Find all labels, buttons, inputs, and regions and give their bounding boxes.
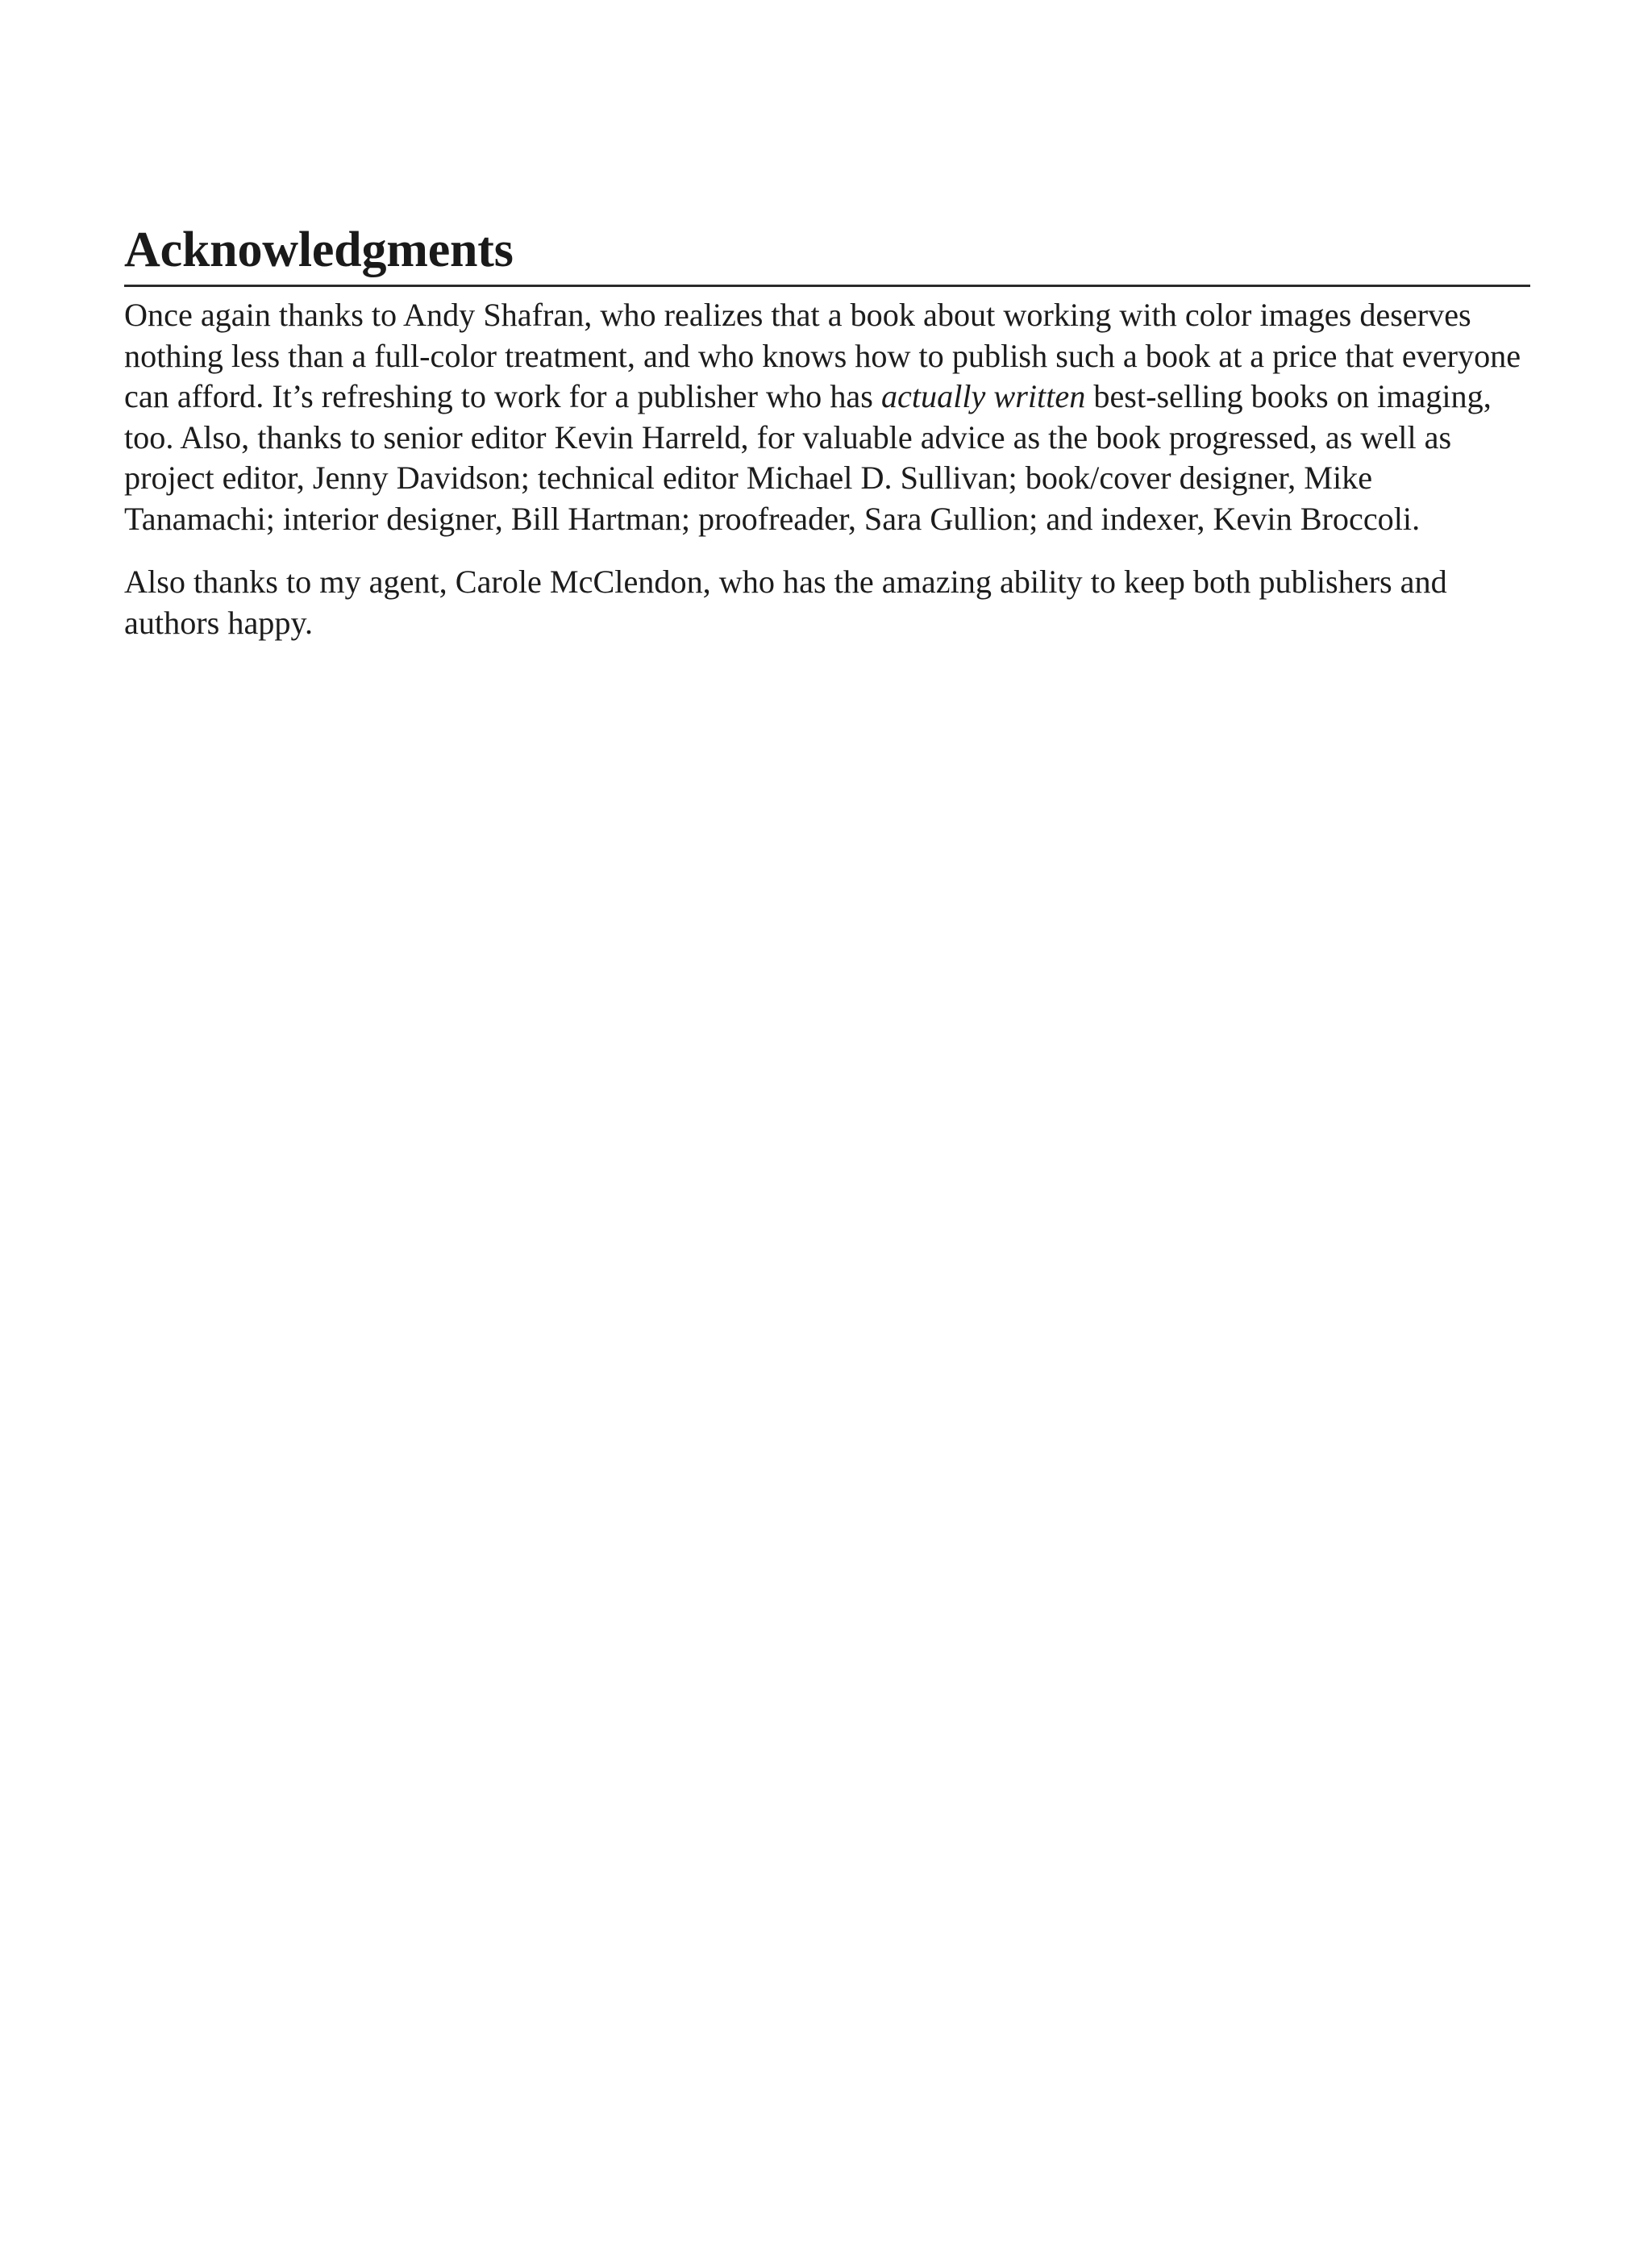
paragraph-agent-thanks: Also thanks to my agent, Carole McClendon, who has the amazing ability to keep both publishers and authors happy. bbox=[124, 564, 1447, 641]
paragraph-text: Once again thanks to Andy Shafran, who realizes that a book about working with color images deserves nothing less than a full-color treatment, and who knows how to publish such a book at a price that everyone can afford. It’s refreshing to work for a publisher who has bbox=[124, 297, 1521, 415]
paragraph-text: best-selling books on imaging, too. Also, thanks to senior editor Kevin Harreld, for valuable advice as the book progressed, as well as project editor, Jenny Davidson; technical editor Michael D. Sullivan; book/cover designer, Mike Tanamachi; interior designer, Bill Hartman; proofreader, Sara Gullion; and indexer, Kevin Broccoli. bbox=[124, 378, 1492, 537]
heading-rule bbox=[124, 285, 1530, 287]
paragraph-publisher-thanks bbox=[124, 295, 1530, 539]
section-heading: Acknowledgments bbox=[124, 223, 514, 277]
acknowledgments-section bbox=[124, 224, 1530, 643]
emphasized-text: actually written bbox=[880, 378, 1086, 415]
